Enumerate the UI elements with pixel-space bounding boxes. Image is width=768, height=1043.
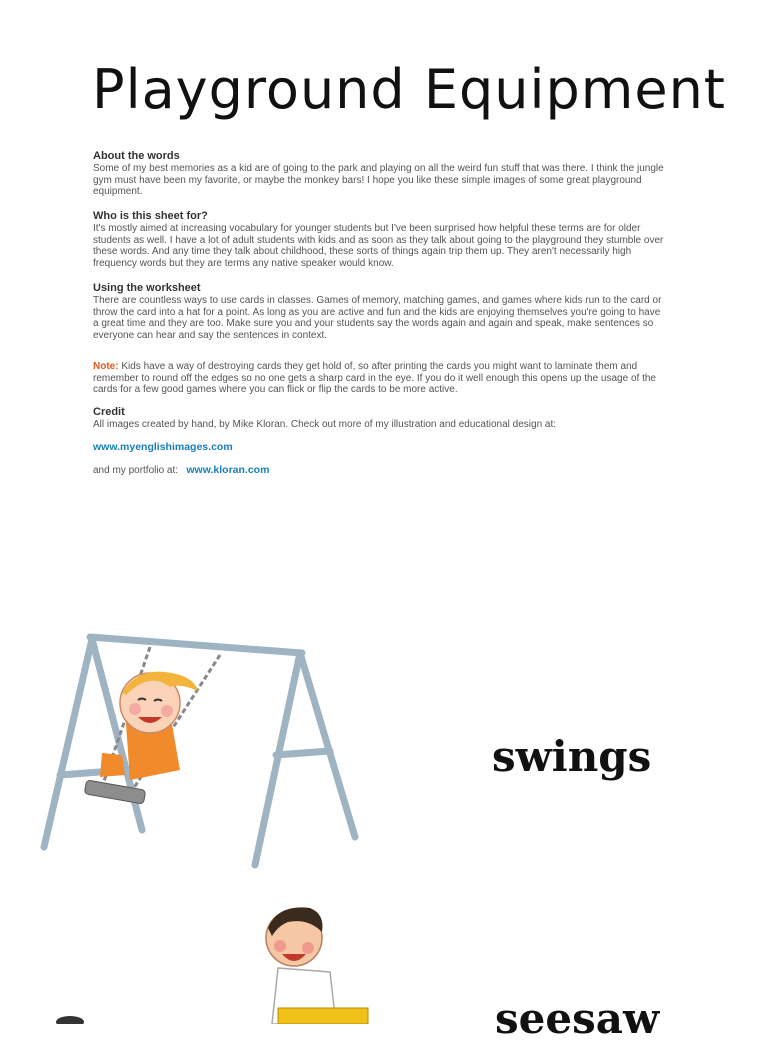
second-child-hair <box>56 1016 84 1024</box>
portfolio-prefix: and my portfolio at: <box>93 465 179 476</box>
using-section <box>93 282 668 341</box>
word-swings: swings <box>492 732 652 781</box>
about-text: Some of my best memories as a kid are of going to the park and playing on all the weird fun stuff that was there. I think the jungle gym must have been my favorite, or maybe the monkey bars! I hope you like these simple images of some great playground equipment. <box>93 163 664 198</box>
note-text: Kids have a way of destroying cards they get hold of, so after printing the cards you might want to laminate them and remember to round off the edges so no one gets a sharp card in the eye. If you do it well enough this opens up the usage of the cards for a few good games where you can flick or flip the cards to be more active. <box>93 361 656 396</box>
seesaw-illustration <box>40 900 380 1024</box>
swing-set-illustration <box>30 625 375 875</box>
page-title: Playground Equipment <box>92 58 726 121</box>
credit-heading: Credit <box>93 406 125 418</box>
portfolio-line <box>93 464 668 476</box>
seesaw-seat <box>278 1008 368 1024</box>
using-text: There are countless ways to use cards in classes. Games of memory, matching games, and games where kids run to the card or throw the card into a hat for a point. As long as you are active and fun and the kids are enjoying themselves you're going to have a great time and they are too. Make sure you and your students say the words again and again and speak, make sentences so everyone can hear and say the sentences in context. <box>93 295 662 341</box>
seesaw-child <box>266 907 336 1024</box>
note-paragraph <box>93 361 668 396</box>
about-heading: About the words <box>93 150 180 162</box>
kloran-link[interactable]: www.kloran.com <box>186 464 270 476</box>
about-section <box>93 150 668 198</box>
using-heading: Using the worksheet <box>93 282 201 294</box>
note-label: Note: <box>93 361 119 372</box>
who-section <box>93 210 668 269</box>
credit-section <box>93 406 668 431</box>
who-heading: Who is this sheet for? <box>93 210 208 222</box>
word-seesaw: seesaw <box>495 994 660 1043</box>
myenglishimages-link[interactable]: www.myenglishimages.com <box>93 441 233 453</box>
credit-text: All images created by hand, by Mike Kloran. Check out more of my illustration and educational design at: <box>93 419 557 430</box>
swing-frame <box>44 637 355 865</box>
note-section <box>93 361 668 396</box>
who-text: It's mostly aimed at increasing vocabulary for younger students but I've been surprised how helpful these terms are for older students as well. I have a lot of adult students with kids and as soon as they talk about going to the playground they stumble over these words. And any time they talk about childhood, these sorts of things again trip them up. They aren't necessarily high frequency words but they are terms any native speaker would know. <box>93 223 664 269</box>
